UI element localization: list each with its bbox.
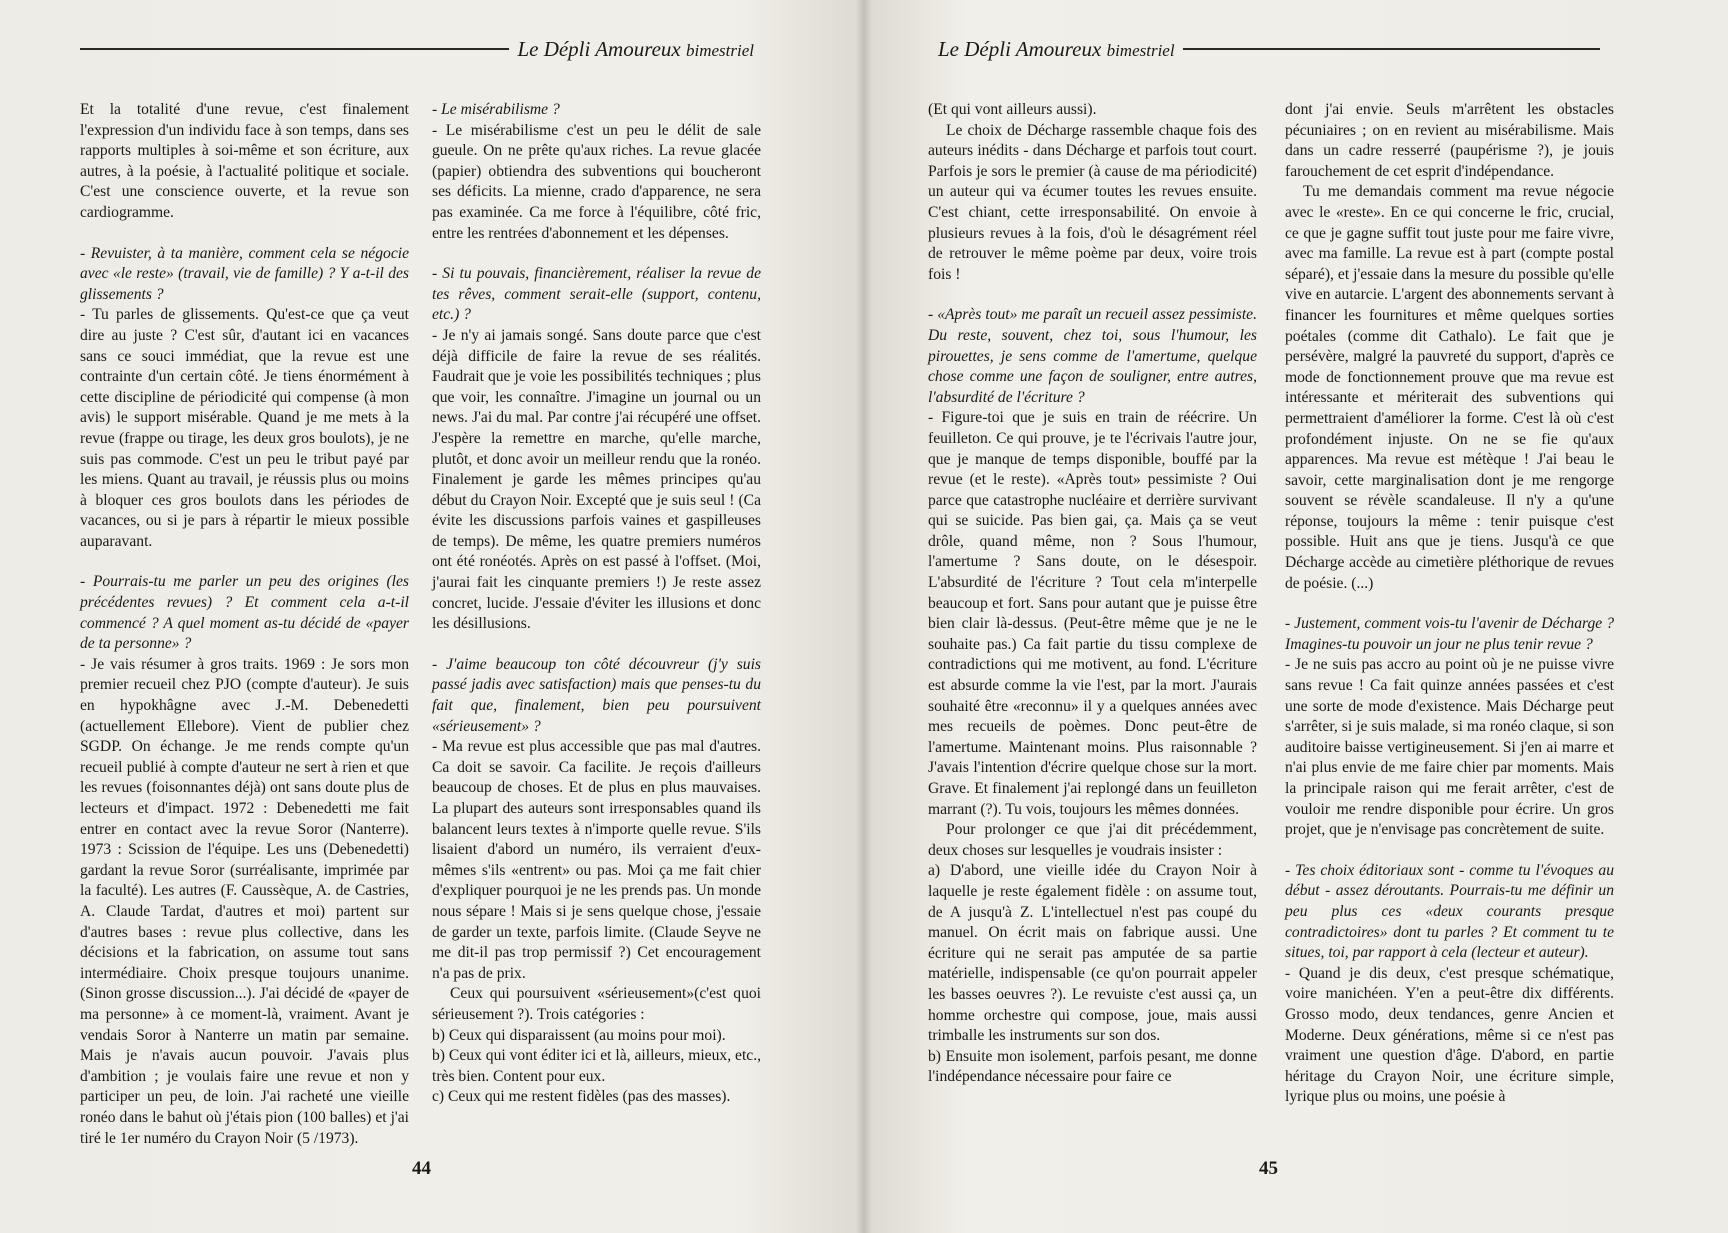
paragraph: (Et qui vont ailleurs aussi). <box>928 101 1097 118</box>
paragraph: - Je ne suis pas accro au point où je ne puisse vivre sans revue ! Ca fait quinze années passées et c'est une sorte de mode d'existence. Mais Décharge peut s'arrêter, si je suis malade, si ma ronéo claque, si son auditoire baisse vertigineusement. Si j'en ai marre et n'ai plus envie de me faire chier par moments. Mais la principale raison qui me ferait arrêter, c'est de vouloir me rendre disponible pour écrire. Un gros projet, que je n'envisage pas concrètement de suite. <box>1285 656 1614 839</box>
interview-question: - «Après tout» me paraît un recueil assez pessimiste. Du reste, souvent, chez toi, sous l'humour, les pirouettes, je sens comme de l'amertume, quelque chose comme une façon de souligner, entre autres, l'absurdité de l'écriture ? <box>928 306 1257 406</box>
left-column-2 <box>432 100 761 1108</box>
paragraph: Tu me demandais comment ma revue négocie avec le «reste». En ce qui concerne le fric, crucial, ce que je gagne suffit tout juste pour me faire vivre, avec ma famille. La revue est à part (compte postal séparé), et j'essaie dans la mesure du possible qu'elle vive en autarcie. L'argent des abonnements servant à financer les fournitures et même quelques sorties poétales (comme dit Cathalo). Le fait que je persévère, malgré la pauvreté du support, d'après ce mode de fonctionnement prouve que ma revue est intéressante et mériterait des subventions qui permettraient d'améliorer la forme. C'est là où c'est profondément injuste. On ne se fie qu'aux apparences. Ma revue est métèque ! J'ai beau le savoir, cette marginalisation dont je me rengorge souvent se révèle scandaleuse. Il n'y a qu'une réponse, toujours la même : tenir puisque c'est possible. Huit ans que je tiens. Jusqu'à ce que Décharge accède au cimetière pléthorique de revues de poésie. (...) <box>1285 183 1614 592</box>
right-column-1 <box>928 100 1257 1088</box>
paragraph: c) Ceux qui me restent fidèles (pas des masses). <box>432 1088 731 1106</box>
book-gutter <box>856 0 872 1233</box>
right-column-2 <box>1285 100 1614 1108</box>
running-header <box>930 34 1600 64</box>
interview-question: - Justement, comment vois-tu l'avenir de Décharge ? Imagines-tu pouvoir un jour ne plus tenir revue ? <box>1285 615 1614 653</box>
paragraph: b) Ceux qui vont éditer ici et là, ailleurs, mieux, etc., très bien. Content pour eux. <box>432 1047 761 1085</box>
paragraph: - Je n'y ai jamais songé. Sans doute parce que c'est déjà difficile de faire la revue de ses réalités. Faudrait que je voie les possibilités techniques ; plus que voir, les connaître. J'imagine un journal ou un news. J'ai du mal. Par contre j'ai récupéré une offset. J'espère la remettre en marche, qu'elle marche, plutôt, et donc avoir un meilleur rendu que la ronéo. Finalement je garde les mêmes principes qu'au début du Crayon Noir. Excepté que je suis seul ! (Ca évite les discussions parfois vaines et gaspilleuses de temps). De même, les quatre premiers numéros ont été ronéotés. Après on est passé à l'offset. (Moi, j'aurai fait les cinquante premiers !) Je reste assez concret, lucide. J'essaie d'éviter les illusions et donc les désillusions. <box>432 326 761 633</box>
paragraph: - Je vais résumer à gros traits. 1969 : Je sors mon premier recueil chez PJO (compte d'auteur). Je suis en hypokhâgne avec J.-M. Debenedetti (actuellement Ellebore). Vient de publier chez SGDP. On échange. Je me rends compte qu'un recueil publié à compte d'auteur ne sert à rien et que les revues (foisonnantes déjà) ont sans doute plus de lecteurs et d'impact. 1972 : Debenedetti me fait entrer en contact avec la revue Soror (Nanterre). 1973 : Scission de l'équipe. Les uns (Debenedetti) gardant la revue Soror (surréalisante, imprimée par la faculté). Les autres (F. Caussèque, A. de Castries, A. Claude Tardat, d'autres et moi) partent sur d'autres bases : revue plus collective, dans les décisions et la fabrication, on assume tout sans intermédiaire. Choix presque toujours unanime. (Sinon grosse discussion...). J'ai décidé de «payer de ma personne» à ce moment-là, vraiment. Avant je vendais Soror à Nanterre un matin par semaine. Mais je n'avais aucun pouvoir. J'avais plus d'ambition ; je voulais faire une revue et non y participer un peu, de loin. J'ai racheté une vieille ronéo dans le bahut où j'étais pion (100 balles) et j'ai tiré le 1er numéro du Crayon Noir (5 /1973). <box>80 655 409 1147</box>
header-rule <box>1183 48 1600 50</box>
paragraph: Ceux qui poursuivent «sérieusement»(c'est quoi sérieusement ?). Trois catégories : <box>432 985 761 1023</box>
interview-question: - Tes choix éditoriaux sont - comme tu l'évoques au début - assez déroutants. Pourrais-tu me définir un peu plus ces «deux courants presque contradictoires» dont tu parles ? Et comment tu te situes, toi, par rapport à cela (lecteur et auteur). <box>1285 861 1614 962</box>
paragraph: a) D'abord, une vieille idée du Crayon Noir à laquelle je reste également fidèle : on assume tout, de A jusqu'à Z. L'intellectuel n'est pas coupé du manuel. On écrit mais on fabrique aussi. Une écriture qui ne serait pas amputée de sa partie matérielle, indispensable (ce qu'on pourrait appeler les basses oeuvres ?). Le revuiste c'est aussi ça, un homme orchestre qui compose, joue, mais aussi trimballe les instruments sur son dos. <box>928 862 1257 1045</box>
paragraph: Le choix de Décharge rassemble chaque fois des auteurs inédits - dans Décharge et parfois tout court. Parfois je sors le premier (à cause de ma périodicité) un auteur qui va écumer toutes les revues ensuite. C'est chiant, cette irresponsabilité. On envoie à plusieurs revues à la fois, d'où le désagrément réel de retrouver le même poème par deux, voire trois fois ! <box>928 121 1257 283</box>
paragraph: dont j'ai envie. Seuls m'arrêtent les obstacles pécuniaires ; on en revient au misérabilisme. Mais dans un cadre resserré (paupérisme ?), je jouis farouchement de cet esprit d'indépendance. <box>1285 101 1614 180</box>
paragraph: Pour prolonger ce que j'ai dit précédemment, deux choses sur lesquelles je voudrais insister : <box>928 821 1257 859</box>
paragraph: Et la totalité d'une revue, c'est finalement l'expression d'un individu face à son temps, dans ses rapports multiples à soi-même et son écriture, aux autres, à la poésie, à l'actualité politique et sociale. C'est une conscience ouverte, et la revue son cardiogramme. <box>80 101 409 221</box>
left-column-1 <box>80 100 409 1149</box>
paragraph: - Le misérabilisme c'est un peu le délit de sale gueule. On ne prête qu'aux riches. La revue glacée (papier) obtiendra des subventions qui boucheront ses déficits. La mienne, crado d'apparence, ne sera pas examinée. Ca me force à l'équilibre, côté fric, entre les rentrées d'abonnement et les dépenses. <box>432 121 761 242</box>
interview-question: - Si tu pouvais, financièrement, réaliser la revue de tes rêves, comment serait-elle (support, contenu, etc.) ? <box>432 265 761 324</box>
interview-question: - Revuister, à ta manière, comment cela se négocie avec «le reste» (travail, vie de famille) ? Y a-t-il des glissements ? <box>80 244 409 303</box>
paragraph: - Tu parles de glissements. Qu'est-ce que ça veut dire au juste ? C'est sûr, d'autant ici en vacances sans ce souci immédiat, que la revue est une contrainte d'un certain côté. Je tiens énormément à cette discipline de périodicité qui compense (à mon avis) le support misérable. Quand je me mets à la revue (frappe ou tirage, les deux gros boulots), je ne suis pas commode. C'est un peu le tribut payé par les miens. Quant au travail, je réussis plus ou moins à bloquer ces gros boulots dans les périodes de vacances, ou si je pars à répartir le mieux possible auparavant. <box>80 306 409 550</box>
header-rule <box>80 48 509 50</box>
interview-question: - Pourrais-tu me parler un peu des origines (les précédentes revues) ? Et comment cela a-t-il commencé ? A quel moment as-tu décidé de «payer de ta personne» ? <box>80 573 409 653</box>
paragraph: b) Ceux qui disparaissent (au moins pour moi). <box>432 1026 726 1044</box>
magazine-title: Le Dépli Amoureux bimestriel <box>517 36 754 61</box>
paragraph: b) Ensuite mon isolement, parfois pesant, me donne l'indépendance nécessaire pour faire ce <box>928 1047 1257 1086</box>
interview-question: - Le misérabilisme ? <box>432 101 560 118</box>
page-number: 45 <box>1259 1158 1278 1179</box>
running-header <box>80 34 762 64</box>
paragraph: - Quand je dis deux, c'est presque schématique, voire manichéen. Y'en a peut-être dix différents. Grosso modo, deux tendances, genre Ancien et Moderne. Deux générations, même si ce n'est pas vraiment une question d'âge. D'abord, en partie héritage du Crayon Noir, une écriture simple, lyrique plus ou moins, une poésie à <box>1285 964 1614 1106</box>
right-page <box>864 0 1728 1233</box>
magazine-title: Le Dépli Amoureux bimestriel <box>938 36 1175 61</box>
paragraph: - Figure-toi que je suis en train de réécrire. Un feuilleton. Ce qui prouve, je te l'écrivais l'autre jour, que je manque de temps disponible, bouffé par la revue (et le reste). «Après tout» pessimiste ? Oui parce que catastrophe nucléaire et derrière survivant qui se suicide. Pas bien gai, ça. Mais ça se veut drôle, quand même, non ? Sous l'humour, l'amertume ? Sans doute, on le désespoir. L'absurdité de l'écriture ? Tout cela m'interpelle beaucoup et fort. Sans pour autant que je puisse être bien clair là-dessus. (Peut-être même que je ne le souhaite pas.) Ca fait partie du tissu complexe de contradictions qui me motivent, au fond. L'écriture est absurde comme la vie l'est, par la mort. J'aurais souhaité être «reconnu» il y a quelques années avec mes recueils de poèmes. Donc peut-être de l'amertume. Maintenant moins. Plus raisonnable ? J'avais l'intention d'écrire quelque chose sur la mort. Grave. Et finalement j'ai replongé dans un feuilleton marrant (?). Tu vois, toujours les mêmes données. <box>928 409 1257 818</box>
page-number: 44 <box>412 1158 431 1179</box>
interview-question: - J'aime beaucoup ton côté découvreur (j'y suis passé jadis avec satisfaction) mais que penses-tu du fait que, finalement, bien peu poursuivent «sérieusement» ? <box>432 655 761 735</box>
paragraph: - Ma revue est plus accessible que pas mal d'autres. Ca doit se savoir. Ca facilite. Je reçois d'ailleurs beaucoup de choses. Et de plus en plus mauvaises. La plupart des auteurs sont irresponsables quand ils balancent leurs textes à n'importe quelle revue. S'ils lisaient d'abord un numéro, ils verraient d'eux-mêmes s'ils «entrent» ou pas. Moi ça me fait chier d'expliquer pourquoi je ne les prends pas. Un monde nous sépare ! Mais si je sens quelque chose, j'essaie de garder un texte, parfois limite. (Claude Seyve ne me dit-il pas trop permissif ?) Cet encouragement n'a pas de prix. <box>432 738 761 982</box>
